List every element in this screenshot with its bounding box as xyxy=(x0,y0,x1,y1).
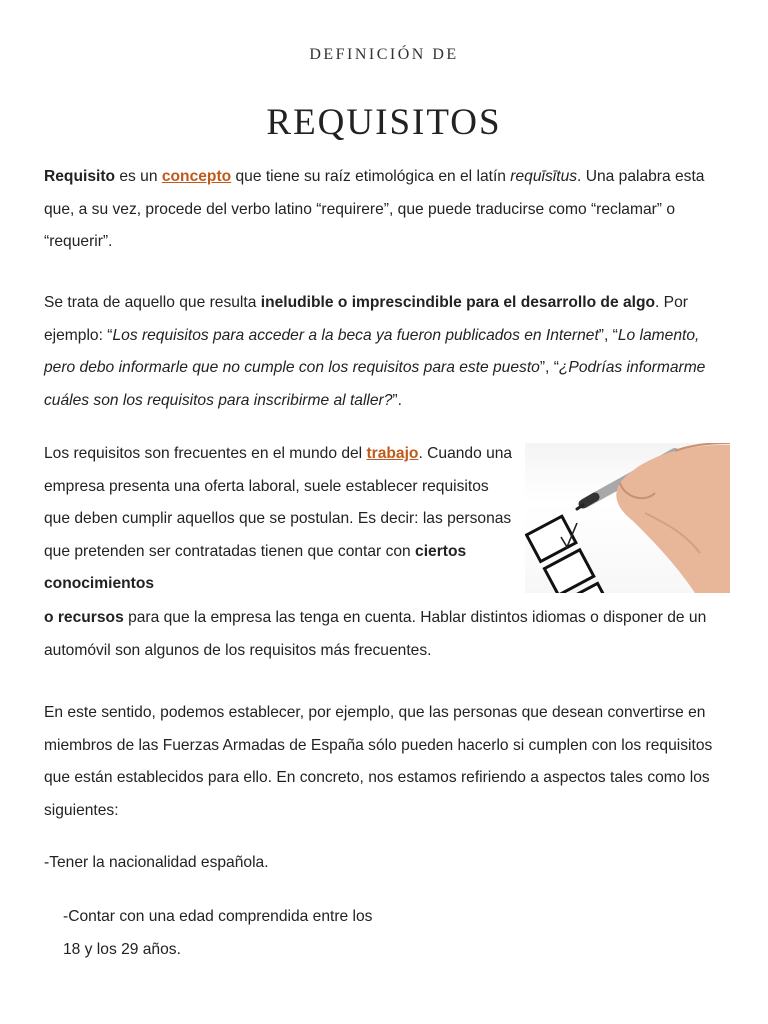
emphasis: ciertos conocimientos xyxy=(44,542,467,592)
paragraph-armed-forces: En este sentido, podemos establecer, por ejemplo, que las personas que desean convertirse en miembros de las Fuerzas Armadas de España sólo pueden hacerlo si cumplen con los requisitos que están establecidos para ello. En concreto, nos estamos refiriendo a aspectos tales como los siguientes: xyxy=(44,704,713,819)
text: . Cuando una empresa presenta una oferta laboral, suele establecer requisitos que deben cumplir aquellos que se postulan. Es decir: las personas que pretenden ser contratadas tienen que contar con xyxy=(44,445,513,560)
page-title: REQUISITOS xyxy=(266,101,502,143)
emphasis: ineludible o imprescindible para el desarrollo de algo xyxy=(260,294,656,311)
example-quote: Lo lamento, pero debo informarle que no cumple con los requisitos para este puesto xyxy=(44,326,700,376)
text: Los requisitos son frecuentes en el mundo del xyxy=(44,445,367,462)
paragraph-examples xyxy=(44,287,734,417)
list-item-nationality: -Tener la nacionalidad española. xyxy=(44,854,269,871)
text: para que la empresa las tenga en cuenta. Hablar distintos idiomas o disponer de un automóvil son algunos de los requisitos más frecuentes. xyxy=(44,609,707,659)
term-requisito: Requisito xyxy=(44,168,116,185)
link-concepto[interactable]: concepto xyxy=(161,168,232,185)
emphasis: o recursos xyxy=(44,609,124,626)
page-kicker: DEFINICIÓN DE xyxy=(309,46,459,63)
paragraph-work xyxy=(44,438,514,601)
list-item-age xyxy=(63,901,753,966)
link-trabajo[interactable]: trabajo xyxy=(366,445,419,462)
example-quote: Los requisitos para acceder a la beca ya fueron publicados en Internet xyxy=(112,326,599,344)
text: . Una palabra esta que, a su vez, procede del verbo latino “requirere”, que puede traducirse como “reclamar” o “requerir”. xyxy=(44,168,705,250)
text: ”. xyxy=(392,391,402,409)
paragraph-definition xyxy=(44,161,734,259)
text: Se trata de aquello que resulta xyxy=(44,294,261,311)
text: ”, “ xyxy=(598,326,618,344)
text: -Contar con una edad comprendida entre los xyxy=(63,908,373,925)
text: ”, “ xyxy=(539,359,559,376)
checklist-hand-image xyxy=(525,443,730,593)
text: . Por ejemplo: “ xyxy=(44,294,688,344)
latin-term: requīsītus xyxy=(510,168,578,185)
example-quote: ¿Podrías informarme cuáles son los requisitos para inscribirme al taller? xyxy=(44,359,706,409)
paragraph-resources xyxy=(44,602,734,667)
text: 18 y los 29 años. xyxy=(63,940,181,958)
checklist-illustration xyxy=(525,443,730,593)
text: que tiene su raíz etimológica en el latín xyxy=(231,168,511,185)
text: es un xyxy=(115,168,162,185)
